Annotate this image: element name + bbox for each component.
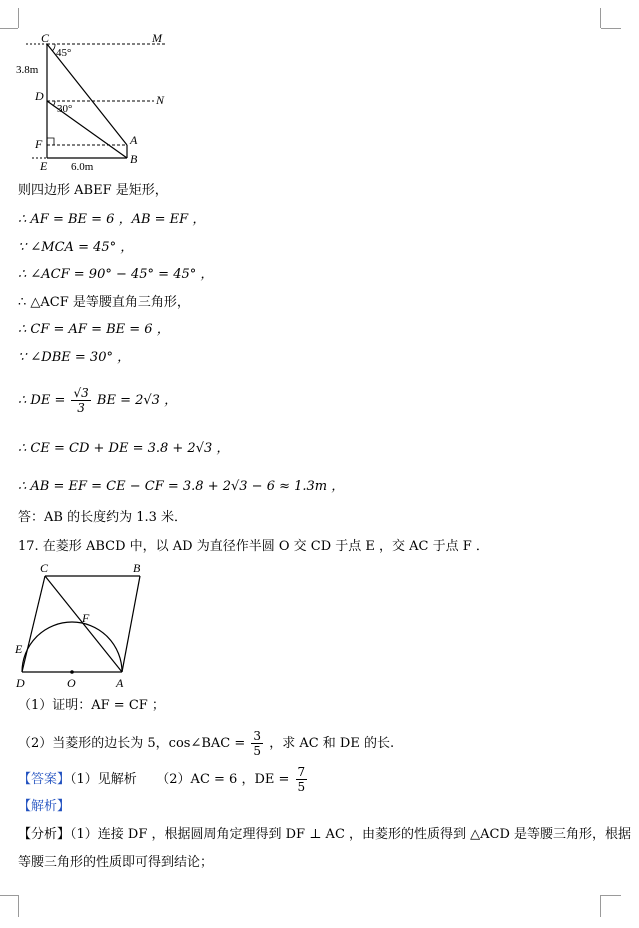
semicircle-o	[22, 622, 122, 672]
line-isosceles: ∴ △ACF 是等腰直角三角形，	[18, 295, 190, 310]
answer-text: （1）见解析 （2）AC = 6 ，DE =	[70, 772, 290, 787]
label-d: D	[16, 676, 25, 690]
angle-arc-30	[53, 101, 55, 106]
analysis-heading: 【解析】	[18, 799, 71, 814]
problem-17-statement: 17. 在菱形 ABCD 中，以 AD 为直径作半圆 O 交 CD 于点 E ，交 AC 于点 F ．	[18, 539, 489, 554]
analysis-line-1	[18, 826, 631, 844]
label-a: A	[116, 676, 124, 690]
figure-rhombus-semicircle	[12, 556, 152, 690]
analysis-tag: 【分析】	[18, 827, 71, 842]
label-height: 3.8m	[16, 64, 39, 76]
fraction-3-over-5	[251, 729, 263, 758]
line-af-be: ∴ AF = BE = 6 ，AB = EF ，	[18, 212, 206, 227]
question-2-text: （2）当菱形的边长为 5，cos∠BAC =	[18, 736, 246, 751]
crop-mark-top-left-h	[0, 28, 18, 29]
label-e: E	[40, 159, 48, 173]
answer-tag: 【答案】	[18, 772, 71, 787]
label-o: O	[67, 676, 76, 690]
line-de-rhs: BE = 2√3 ，	[96, 393, 178, 408]
analysis-body: （1）连接 DF ，根据圆周角定理得到 DF ⊥ AC ，由菱形的性质得到 △ACD 是等腰三角形，根据	[70, 827, 632, 842]
crop-mark-bottom-right-v	[600, 895, 601, 917]
label-b: B	[130, 152, 138, 166]
right-angle-mark-f	[47, 138, 54, 145]
fraction-denominator: 5	[297, 780, 306, 794]
label-c: C	[40, 561, 49, 575]
label-e: E	[15, 642, 23, 656]
figure-building-geometry	[14, 30, 184, 175]
label-f: F	[82, 611, 90, 625]
crop-mark-top-right-h	[601, 28, 621, 29]
fraction-7-over-5	[296, 765, 308, 794]
fraction-numerator: √3	[73, 386, 89, 400]
label-angle-30: 30°	[57, 103, 73, 115]
answer-line	[18, 765, 309, 794]
line-answer: 答：AB 的长度约为 1.3 米．	[18, 510, 188, 525]
crop-mark-bottom-left-h	[0, 895, 18, 896]
fraction-denominator: 3	[77, 401, 85, 415]
line-ab-result: ∴ AB = EF = CE − CF = 3.8 + 2√3 − 6 ≈ 1.3m ，	[18, 479, 345, 494]
analysis-line-2: 等腰三角形的性质即可得到结论；	[18, 855, 214, 870]
center-point-o	[70, 670, 74, 674]
line-de-lhs: ∴ DE =	[18, 393, 66, 408]
label-n: N	[156, 93, 165, 107]
fraction-numerator: 7	[297, 765, 306, 779]
label-b: B	[133, 561, 141, 575]
line-de	[18, 386, 177, 415]
question-2	[18, 729, 394, 758]
line-rectangle: 则四边形 ABEF 是矩形，	[18, 183, 168, 198]
fraction-sqrt3-over-3	[71, 386, 90, 415]
crop-mark-bottom-left-v	[18, 895, 19, 917]
label-c: C	[41, 31, 50, 45]
crop-mark-bottom-right-h	[601, 895, 621, 896]
line-ce: ∴ CE = CD + DE = 3.8 + 2√3 ，	[18, 441, 230, 456]
line-mca: ∵ ∠MCA = 45° ，	[18, 240, 134, 255]
side-ab	[122, 576, 140, 672]
line-dbe: ∵ ∠DBE = 30° ，	[18, 350, 131, 365]
fraction-denominator: 5	[253, 744, 262, 758]
crop-mark-top-left-v	[18, 8, 19, 28]
side-cd	[22, 576, 45, 672]
question-1: （1）证明：AF = CF ；	[18, 698, 165, 713]
label-d: D	[35, 89, 44, 103]
label-m: M	[152, 31, 162, 45]
label-a: A	[130, 133, 138, 147]
label-f: F	[35, 137, 43, 151]
line-acf: ∴ ∠ACF = 90° − 45° = 45° ，	[18, 267, 214, 282]
label-width: 6.0m	[71, 161, 94, 173]
label-angle-45: 45°	[56, 47, 72, 59]
crop-mark-top-right-v	[600, 8, 601, 28]
fraction-numerator: 3	[253, 729, 262, 743]
line-cf: ∴ CF = AF = BE = 6 ，	[18, 322, 170, 337]
question-2-tail: ，求 AC 和 DE 的长.	[269, 736, 395, 751]
